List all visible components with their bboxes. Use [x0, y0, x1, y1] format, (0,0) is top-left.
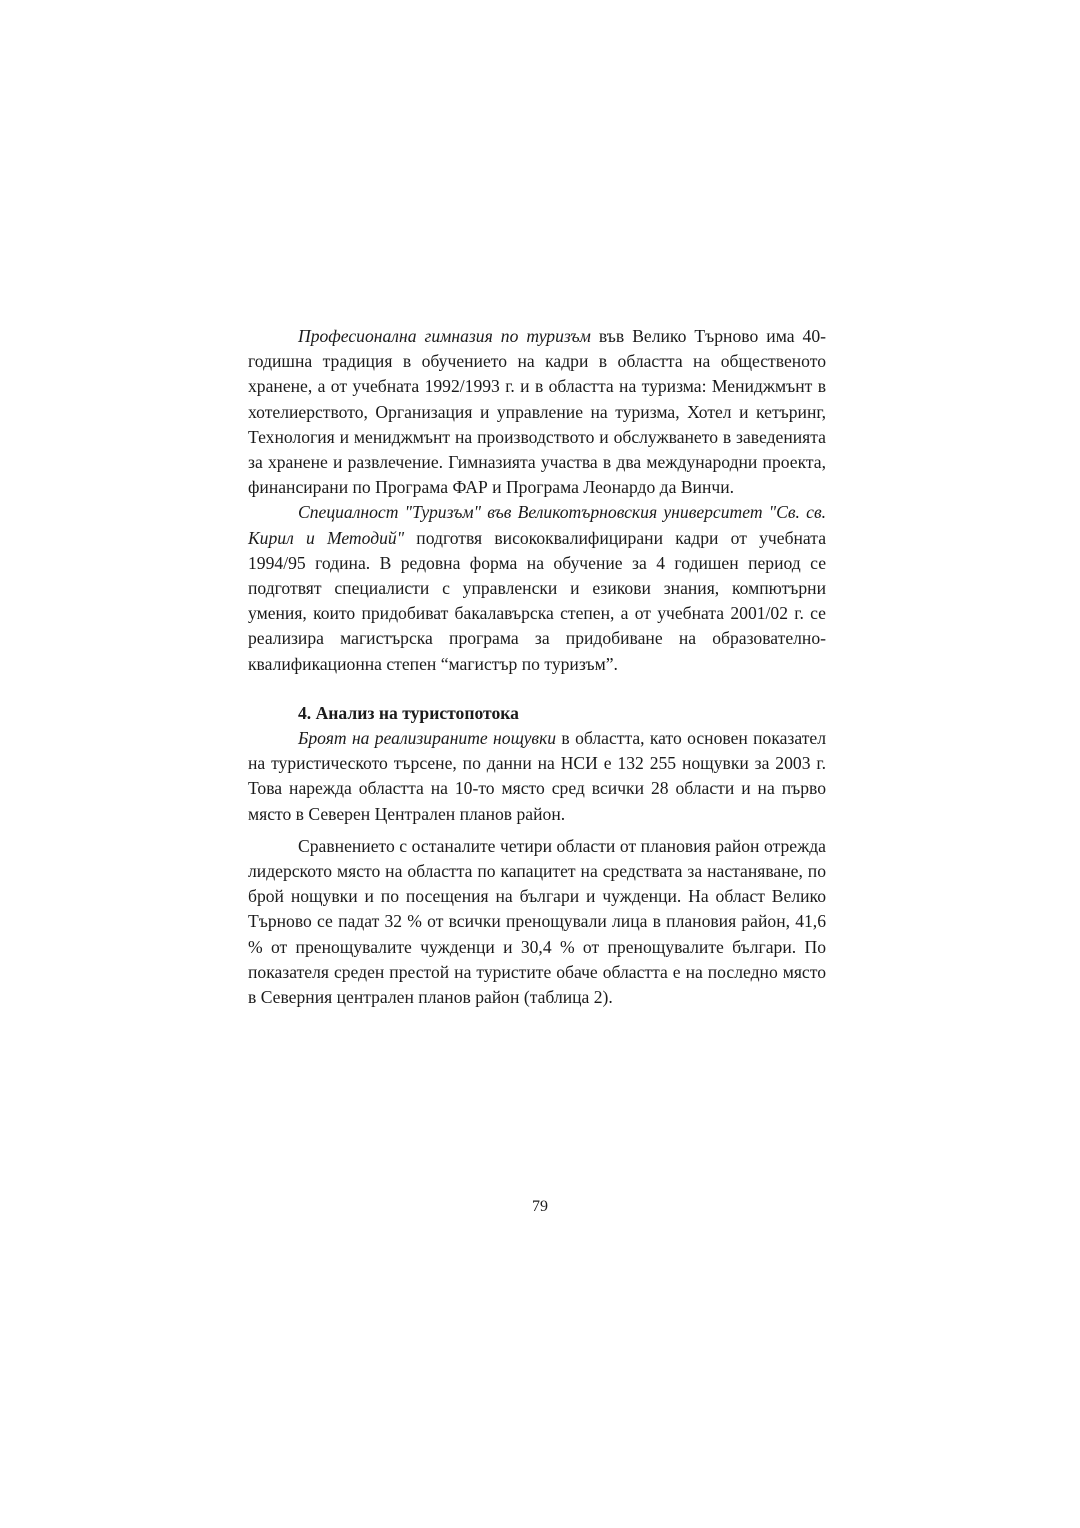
page-number: 79: [532, 1198, 548, 1215]
paragraph-comparison-text: Сравнението с останалите четири области от плановия район отрежда лидерското място на областта по капацитет на средствата за настаняване, по брой нощувки и по посещения на българи и чужденци. На област Велико Търново се падат 32 % от всички пренощували лица в плановия район, 41,6 % от пренощувалите чужденци и 30,4 % от пренощувалите българи. По показателя среден престой на туристите обаче областта е на последно място в Северния централен планов район (таблица 2).: [248, 835, 826, 1008]
paragraph-university: [248, 500, 826, 676]
paragraph-university-text: подготвя висококвалифицирани кадри от учебната 1994/95 година. В редовна форма на обучение за 4 годишен период се подготвят специалисти с управленски и езикови знания, компютърни умения, които придобиват бакалавърска степен, а от учебната 2001/02 г. се реализира магистърска програма за придобиване на образователно-квалификационна степен “магистър по туризъм”.: [248, 527, 826, 674]
paragraph-university-italic-lead: Специалност "Туризъм" във Великотърновския университет "Св. св. Кирил и Методий": [248, 502, 826, 548]
paragraph-overnights-text: в областта, като основен показател на туристическото търсене, по данни на НСИ е 132 255 нощувки за 2003 г. Това нарежда областта на 10-то място сред всички 28 области и на първо място в Северен Централен планов район.: [248, 728, 827, 824]
section-heading: 4. Анализ на туристопотока: [298, 702, 519, 723]
paragraph-overnights: [248, 726, 826, 827]
paragraph-comparison: [248, 834, 826, 1010]
paragraph-gymnasium: [248, 324, 826, 500]
paragraph-overnights-italic-lead: Броят на реализираните нощувки: [298, 728, 557, 749]
paragraph-gymnasium-italic-lead: Професионална гимназия по туризъм: [298, 326, 591, 346]
paragraph-gymnasium-text: във Велико Търново има 40-годишна традиция в обучението на кадри в областта на общественото хранене, а от учебната 1992/1993 г. и в областта на туризма: Мениджмънт в хотелиерството, Организация и управление на туризма, Хотел и кетъринг, Технология и мениджмънт на производството и обслужването в заведенията за хранене и развлечение. Гимназията участва в два международни проекта, финансирани по Програма ФАР и Програма Леонардо да Винчи.: [248, 326, 826, 498]
document-body: [248, 324, 826, 1010]
